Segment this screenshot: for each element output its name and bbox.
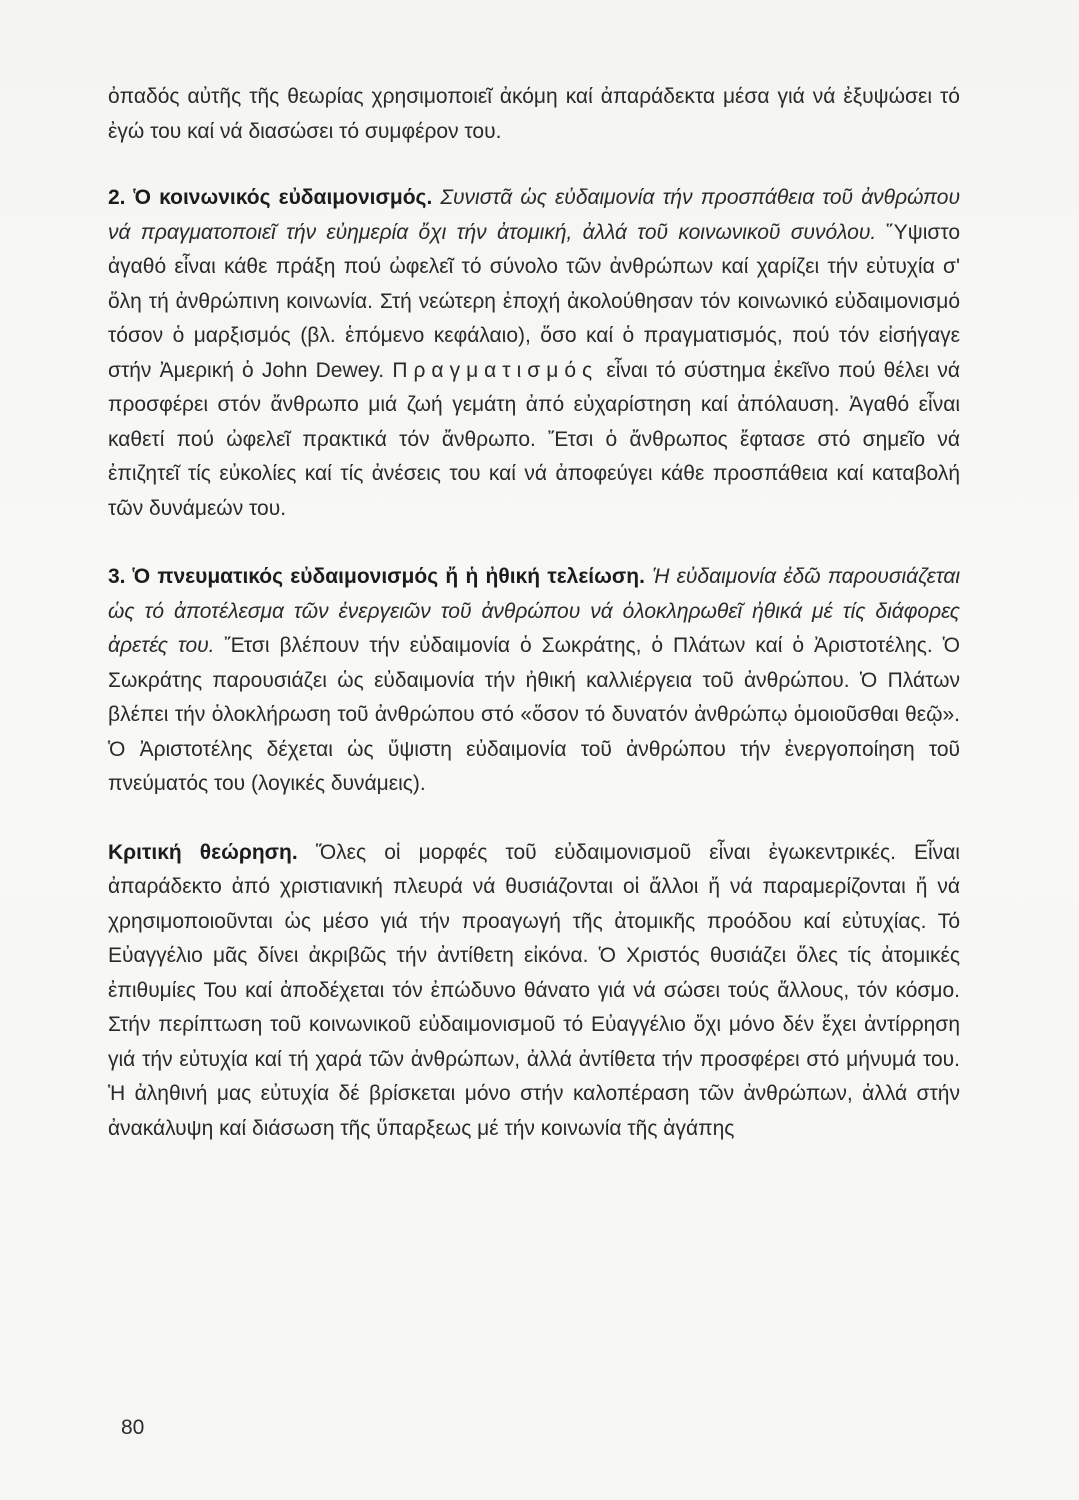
body-spiritual: Ἔτσι βλέπουν τήν εὐδαιμονία ὁ Σωκράτης, ὁ Πλάτων καί ὁ Ἀριστοτέλης. Ὁ Σωκράτης παρουσιάζει ὡς εὐδαιμονία τήν ἠθική καλλιέργεια τοῦ ἀνθρώπου. Ὁ Πλάτων βλέπει τήν ὁλοκλήρωση τοῦ ἀνθρώπου στό «ὅσον τό δυνατόν ἀνθρώπῳ ὁμοιοῦσθαι θεῷ». Ὁ Ἀριστοτέλης δέχεται ὡς ὕψιστη εὐδαιμονία τοῦ ἀνθρώπου τήν ἐνεργοποίηση τοῦ πνεύματός του (λογικές δυνάμεις). xyxy=(108,634,960,795)
paragraph-critique xyxy=(108,836,960,1147)
body-social-a: Ὕψιστο ἀγαθό εἶναι κάθε πράξη πού ὠφελεῖ τό σύνολο τῶν ἀνθρώπων καί χαρίζει τήν εὐτυχία σ' ὅλη τή ἀνθρώπινη κοινωνία. Στή νεώτερη ἐποχή ἀκολούθησαν τόν κοινωνικό εὐδαιμονισμό τόσον ὁ μαρξισμός (βλ. ἑπόμενο κεφάλαιο), ὅσο καί ὁ πραγματισμός, πού τόν εἰσήγαγε στήν Ἀμερική ὁ John Dewey. xyxy=(108,220,961,382)
body-critique: Ὅλες οἱ μορφές τοῦ εὐδαιμονισμοῦ εἶναι ἐγωκεντρικές. Εἶναι ἀπαράδεκτο ἀπό χριστιανική πλευρά νά θυσιάζονται οἱ ἄλλοι ἤ νά παραμερίζονται ἤ νά χρησιμοποιοῦνται ὡς μέσο γιά τήν προαγωγή τῆς ἀτομικῆς προόδου καί εὐτυχίας. Τό Εὐαγγέλιο μᾶς δίνει ἀκριβῶς τήν ἀντίθετη εἰκόνα. Ὁ Χριστός θυσιάζει ὅλες τίς ἀτομικές ἐπιθυμίες Του καί ἀποδέχεται τόν ἐπώδυνο θάνατο γιά νά σώσει τούς ἄλλους, τόν κόσμο. Στήν περίπτωση τοῦ κοινωνικοῦ εὐδαιμονισμοῦ τό Εὐαγγέλιο ὄχι μόνο δέν ἔχει ἀντίρρηση γιά τήν εὐτυχία καί τή χαρά τῶν ἀνθρώπων, ἀλλά ἀντίθετα τήν προσφέρει στό μήνυμά του. Ἡ ἀληθινή μας εὐτυχία δέ βρίσκεται μόνο στήν καλοπέραση τῶν ἀνθρώπων, ἀλλά στήν ἀνακάλυψη καί διάσωση τῆς ὕπαρξεως μέ τήν κοινωνία τῆς ἀγάπης xyxy=(108,840,960,1140)
definition-spiritual: Ἡ εὐδαιμονία ἐδῶ παρουσιάζεται ὡς τό ἀποτέλεσμα τῶν ἐνεργειῶν τοῦ ἀνθρώπου νά ὁλοκληρωθεῖ ἠθικά μέ τίς διάφορες ἀρετές του. xyxy=(108,565,961,657)
paragraph-social-eudaimonism xyxy=(108,181,960,526)
section-heading-social: 2. Ὁ κοινωνικός εὐδαιμονισμός. xyxy=(108,186,433,209)
paragraph-intro xyxy=(108,80,960,149)
paragraph-spiritual-eudaimonism xyxy=(108,560,960,802)
intro-text: ὀπαδός αὐτῆς τῆς θεωρίας χρησιμοποιεῖ ἀκόμη καί ἀπαράδεκτα μέσα γιά νά ἐξυψώσει τό ἐγώ του καί νά διασώσει τό συμφέρον του. xyxy=(108,85,960,143)
definition-social: Συνιστᾶ ὡς εὐδαιμονία τήν προσπάθεια τοῦ ἀνθρώπου νά πραγματοποιεῖ τήν εὐημερία ὄχι τήν ἀτομική, ἀλλά τοῦ κοινωνικοῦ συνόλου. xyxy=(108,186,960,244)
section-heading-spiritual: 3. Ὁ πνευματικός εὐδαιμονισμός ἤ ἡ ἠθική τελείωση. xyxy=(108,565,645,588)
page-number: 80 xyxy=(121,1416,145,1439)
spaced-term-pragmatism: Πραγματισμός xyxy=(392,358,599,382)
section-heading-critique: Κριτική θεώρηση. xyxy=(108,840,298,864)
body-text xyxy=(108,80,960,1146)
body-social-b: εἶναι τό σύστημα ἐκεῖνο πού θέλει νά προσφέρει στόν ἄνθρωπο μιά ζωή γεμάτη ἀπό εὐχαρίστηση καί ἀπόλαυση. Ἀγαθό εἶναι καθετί πού ὠφελεῖ πρακτικά τόν ἄνθρωπο. Ἔτσι ὁ ἄνθρωπος ἔφτασε στό σημεῖο νά ἐπιζητεῖ τίς εὐκολίες καί τίς ἀνέσεις του καί νά ἀποφεύγει κάθε προσπάθεια καί καταβολή τῶν δυνάμεών του. xyxy=(108,358,960,520)
